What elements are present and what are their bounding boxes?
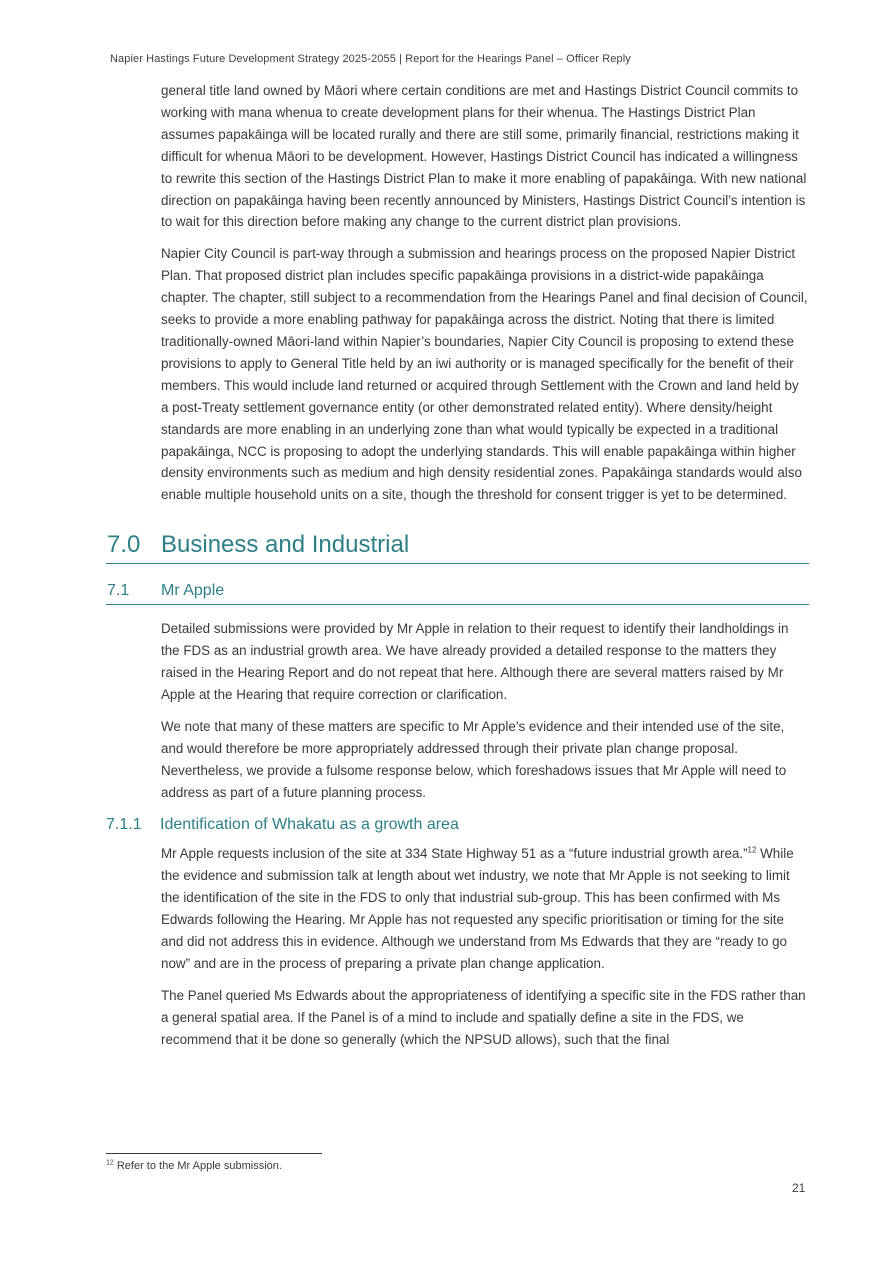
- paragraph-matters-specific: [161, 716, 809, 804]
- section-heading-business-industrial: [106, 516, 809, 564]
- document-body: [106, 80, 809, 1061]
- paragraph-text-rest: While the evidence and submission talk at length about wet industry, we note that Mr Apple is not seeking to limit the identification of the site in the FDS to only that industrial sub-group. This has been confirmed with Ms Edwards following the Hearing. Mr Apple has not requested any specific prioritisation or timing for the site and did not address this in evidence. Although we understand from Ms Edwards that they are “ready to go now” and are in the process of preparing a private plan change application.: [161, 846, 794, 971]
- paragraph-text: Napier City Council is part-way through a submission and hearings process on the proposed Napier District Plan. That proposed district plan includes specific papakāinga provisions in a district-wide papakāinga chapter. The chapter, still subject to a recommendation from the Hearings Panel and final decision of Council, seeks to provide a more enabling pathway for papakāinga across the district. Noting that there is limited traditionally-owned Māori-land within Napier’s boundaries, Napier City Council is proposing to extend these provisions to apply to General Title held by an iwi authority or is managed specifically for the benefit of their members. This would include land returned or acquired through Settlement with the Crown and land held by a post-Treaty settlement governance entity (or other demonstrated related entity). Where density/height standards are more enabling in an underlying zone than what would typically be expected in a traditional papakāinga, NCC is proposing to adopt the underlying standards. This will enable papakāinga within higher density environments such as medium and high density residential zones. Papakāinga standards would also enable multiple household units on a site, though the threshold for consent trigger is yet to be determined.: [161, 246, 808, 503]
- paragraph-text: The Panel queried Ms Edwards about the appropriateness of identifying a specific site in the FDS rather than a general spatial area. If the Panel is of a mind to include and spatially define a site in the FDS, we recommend that it be done so generally (which the NPSUD allows), such that the final: [161, 987, 806, 1047]
- footnote-divider: [106, 1153, 322, 1154]
- subsection-title: Mr Apple: [161, 582, 225, 600]
- subsubsection-number: 7.1.1: [106, 816, 142, 834]
- paragraph-inclusion-request: [161, 843, 809, 974]
- paragraph-text: We note that many of these matters are specific to Mr Apple’s evidence and their intended use of the site, and would therefore be more appropriately addressed through their private plan change proposal. Nevertheless, we provide a fulsome response below, which foreshadows issues that Mr Apple will need to address as part of a future planning process.: [161, 718, 787, 800]
- paragraph-text: general title land owned by Māori where certain conditions are met and Hastings District Council commits to working with mana whenua to create development plans for their whenua. The Hastings District Plan assumes papakāinga will be located rurally and there are still some, primarily financial, restrictions making it difficult for whenua Māori to be development. However, Hastings District Council has indicated a willingness to rewrite this section of the Hastings District Plan to make it more enabling of papakāinga. With new national direction on papakāinga having been recently announced by Ministers, Hastings District Council’s intention is to wait for this direction before making any change to the current district plan provisions.: [161, 83, 807, 230]
- paragraph-text: Detailed submissions were provided by Mr Apple in relation to their request to identify their landholdings in the FDS as an industrial growth area. We have already provided a detailed response to the matters they raised in the Hearing Report and do not repeat that here. Although there are several matters raised by Mr Apple at the Hearing that require correction or clarification.: [161, 621, 789, 702]
- page-number: 21: [792, 1181, 806, 1195]
- paragraph-detailed-submissions: [161, 618, 809, 706]
- footnote-text: Refer to the Mr Apple submission.: [113, 1160, 282, 1172]
- paragraph-papakainga-hastings: [161, 80, 809, 233]
- footnote-reference[interactable]: 12: [747, 846, 757, 855]
- subsection-number: 7.1: [107, 582, 130, 600]
- page-header: Napier Hastings Future Development Strategy 2025-2055 | Report for the Hearings Panel – Officer Reply: [110, 53, 631, 65]
- subsubsection-heading-whakatu: [106, 816, 809, 834]
- paragraph-papakainga-napier: [161, 243, 809, 506]
- paragraph-text-start: Mr Apple requests inclusion of the site at 334 State Highway 51 as a “future industrial growth area.”: [161, 846, 748, 862]
- paragraph-text: [161, 843, 809, 974]
- section-title: Business and Industrial: [161, 531, 410, 559]
- subsubsection-title: Identification of Whakatu as a growth area: [160, 816, 459, 834]
- section-number: 7.0: [107, 531, 141, 559]
- subsection-heading-mr-apple: [106, 582, 809, 605]
- footnote: [106, 1160, 282, 1172]
- footnote-marker: 12: [106, 1159, 114, 1167]
- paragraph-panel-queried: [161, 985, 809, 1051]
